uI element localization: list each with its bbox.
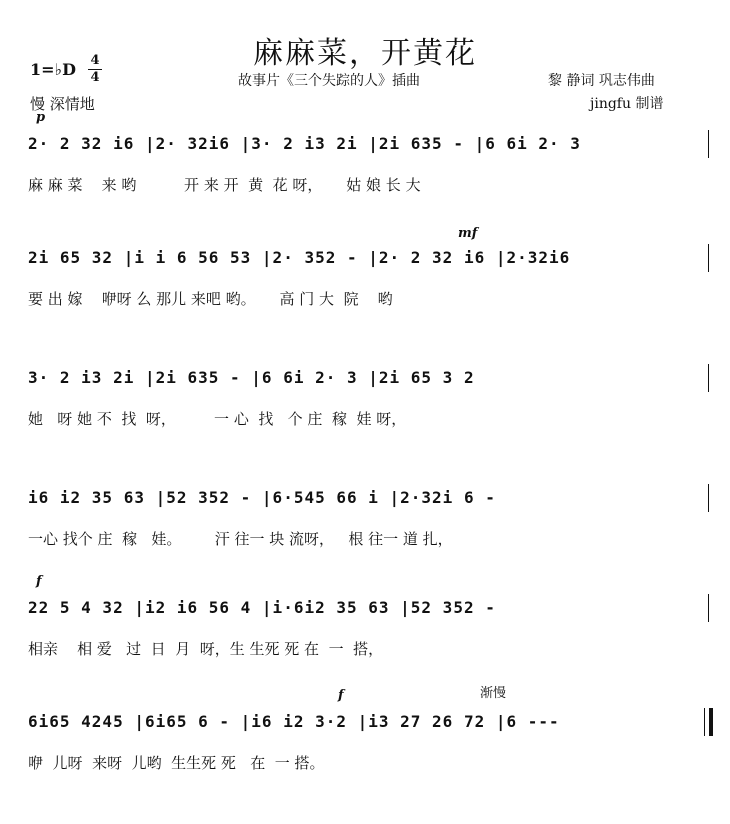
barline: [708, 244, 709, 272]
final-barline: [704, 708, 713, 736]
notes-text: 2· 2 32 i6 |2· 32i6 |3· 2 i3 2i |2i 635 - |6 6i 2· 3: [28, 134, 581, 153]
dynamic-marking: f: [338, 688, 344, 703]
score-system-3: [0, 360, 730, 480]
time-signature: [88, 54, 102, 85]
notes-text: 2i 65 32 |i i 6 56 53 |2· 352 - |2· 2 32 i6 |2·32i6: [28, 248, 571, 267]
key-signature: 1=♭D: [30, 60, 76, 79]
notes-text: 3· 2 i3 2i |2i 635 - |6 6i 2· 3 |2i 65 3 2: [28, 368, 475, 387]
meter-top: 4: [90, 53, 100, 68]
tempo-change-marking: 渐慢: [480, 686, 507, 701]
notes-text: i6 i2 35 63 |52 352 - |6·545 66 i |2·32i 6 -: [28, 488, 496, 507]
dynamic-marking: p: [36, 110, 46, 125]
composer-credit: 黎 静词 巩志伟曲: [548, 73, 655, 89]
lyrics-line: 相亲 相 爱 过 日 月 呀，生 生死 死 在 一 搭，: [28, 640, 384, 658]
subtitle: 故事片《三个失踪的人》插曲: [238, 73, 420, 89]
notes-line: [28, 704, 714, 738]
score-system-4: [0, 480, 730, 600]
lyrics-line: 她 呀 她 不 找 呀， 一 心 找 个 庄 稼 娃 呀，: [28, 410, 407, 428]
score-system-1: [0, 110, 730, 246]
meter-bottom: 4: [90, 70, 100, 85]
barline: [708, 364, 709, 392]
notes-line: [28, 126, 714, 160]
notes-text: 6i65 4245 |6i65 6 - |i6 i2 3·2 |i3 27 26 72 |6 ---: [28, 712, 560, 731]
score-system-6: [0, 686, 730, 824]
lyrics-line: 一心 找个 庄 稼 娃。 汗 往一 块 流呀， 根 往一 道 扎，: [28, 530, 453, 548]
lyrics-line: 要 出 嫁 咿呀 么 那儿 来吧 哟。 高 门 大 院 哟: [28, 290, 393, 308]
notes-line: [28, 590, 714, 624]
lyrics-line: 麻 麻 菜 来 哟 开 来 开 黄 花 呀， 姑 娘 长 大: [28, 176, 421, 194]
notes-text: 22 5 4 32 |i2 i6 56 4 |i·6i2 35 63 |52 352 -: [28, 598, 496, 617]
engraver-credit: jingfu 制谱: [590, 96, 664, 112]
barline: [708, 484, 709, 512]
barline: [708, 594, 709, 622]
barline: [708, 130, 709, 158]
notes-line: [28, 240, 714, 274]
score-system-5: [0, 574, 730, 710]
notes-line: [28, 360, 714, 394]
dynamic-marking: f: [36, 574, 42, 589]
notes-line: [28, 480, 714, 514]
song-title: 麻麻菜，开黄花: [253, 36, 477, 71]
dynamic-marking: mf: [458, 226, 478, 241]
score-system-2: [0, 226, 730, 360]
lyrics-line: 咿 儿呀 来呀 儿哟 生生死 死 在 一 搭。: [28, 754, 325, 772]
tempo-marking: 慢 深情地: [30, 95, 95, 113]
